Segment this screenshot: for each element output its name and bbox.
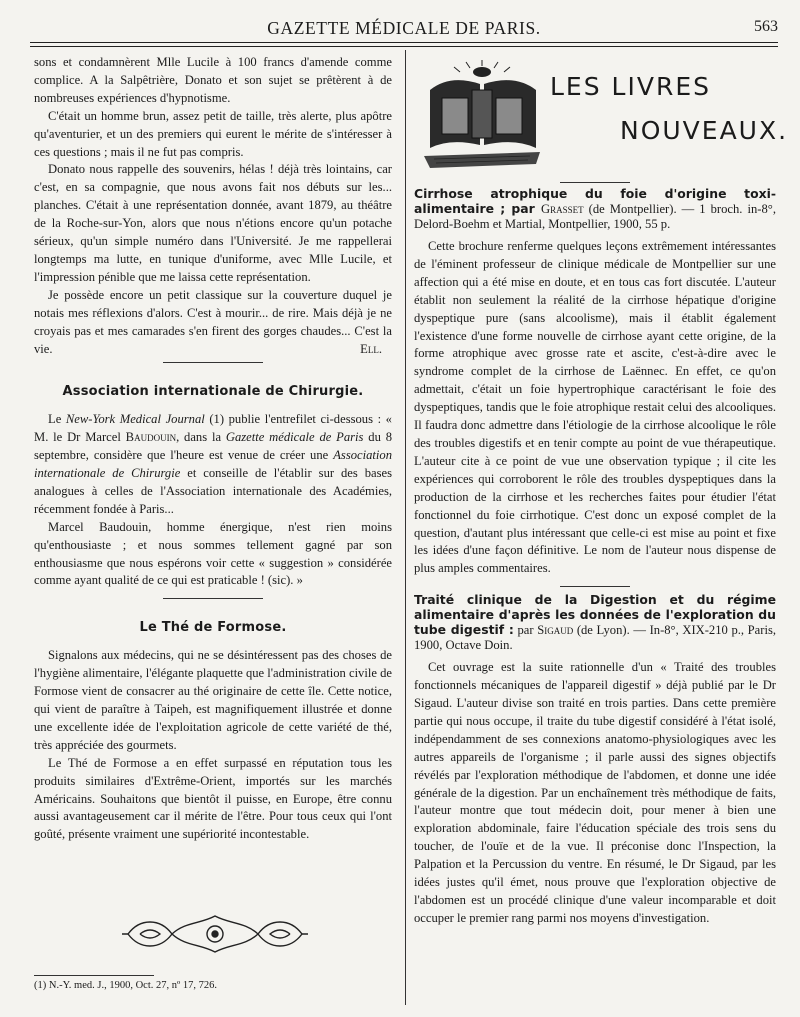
book-author: Grasset bbox=[541, 202, 584, 216]
review-body: Cet ouvrage est la suite rationnelle d'un « Traité des troubles fonctionnels mécaniques de l'appareil digestif » déjà publié par le Dr Sigaud. L'auteur divise son traité en trois parties. Dans cette première partie qui nous occupe, il traite du tube digestif considéré à l'état isolé, indépendamment de ses connexions anatomo-physiologiques avec les autres appareils de l'organisme ; il parle aussi des signes objectifs révélés par l'exploration méthodique de l'abdomen, et donne une idée générale de la digestion. Par un enchaînement très méthodique de faits, l'auteur montre que tout médecin doit, pour mener à bien une exploration abdominale, faire l'éducation spéciale des trois sens du toucher, de l'ouïe et de la vue. Il préconise donc l'Inspection, la Palpation et la Percussion du ventre. En résumé, le Dr Sigaud, par les idées justes qu'il émet, nous prouve que l'exploration objective de l'abdomen est un procédé clinique d'une valeur incomparable et doit occuper le premier rang parmi nos moyens d'investigation. bbox=[414, 660, 776, 925]
journal-name: New-York Medical Journal bbox=[65, 412, 205, 427]
person-name: Baudouin bbox=[125, 430, 177, 445]
section-divider bbox=[163, 362, 263, 363]
footnote-rule bbox=[34, 975, 154, 976]
paragraph: Signalons aux médecins, qui ne se désintéressent pas des choses de l'hygiène alimentaire, l'élégante plaquette que l'administration civile de Formose vient de consacrer au thé originaire de cette île. Cette notice, qui vient de paraître à Taipeh, est magnifiquement illustrée et donne une excellente idée de l'exploitation agricole de cette variété de thé, très appréciée des gourmets. bbox=[34, 648, 392, 752]
review-body: Cette brochure renferme quelques leçons extrêmement intéressantes de l'éminent professeur de clinique médicale de Montpellier sur une affection qui a été mise en doute, et en tous cas fort discutée. L'auteur établit non seulement la réalité de la cirrhose hépatique d'origine dyspeptique pure (sans alcoolisme), mais il établit également l'existence d'une forme nouvelle de cirrhose ayant cette origine, de la forme atrophique avec grosse rate et ascite, c'est-à-dire avec le syndrome complet de la cirrhose de Laënnec. En effet, ce qu'on admettait, c'était un foie hypertrophique caractérisant le foie des dyspeptiques, tandis que le foie atrophique restait celui des alcooliques. Il faudra donc admettre dans l'étiologie de la cirrhose alcoolique le rôle des troubles digestifs et en tenir compte au point de vue thérapeutique. L'auteur cite à ce point de vue une observation typique ; il cite les expériences qui corroborent le rôle des troubles dyspeptiques dans la production de la cirrhose et les recherches faites pour étudier l'état fonctionnel du foie cirrhotique. C'est donc un exposé complet de la question, d'autant plus intéressant que celle-ci est mise au point et fixe les idées d'une façon définitive. Le nom de l'auteur nous dispense de plus amples commentaires. bbox=[414, 239, 776, 576]
section-divider bbox=[560, 182, 630, 183]
books-banner bbox=[420, 60, 789, 175]
book-title: Traité clinique de la Digestion et du régime alimentaire d'après les données de l'exploration du tube digestif : bbox=[414, 592, 776, 638]
journal-title: GAZETTE MÉDICALE DE PARIS. bbox=[267, 18, 541, 38]
paragraph: C'était un homme brun, assez petit de taille, très alerte, plus apôtre qu'aventurier, et un des premiers qui eurent le mérite de s'intéresser à ces questions ; mais il ne fut pas compris. bbox=[34, 108, 392, 159]
banner-line-1: LES LIVRES bbox=[550, 72, 711, 101]
section-heading: Association internationale de Chirurgie. bbox=[62, 384, 364, 400]
book-author: Sigaud bbox=[537, 623, 574, 638]
author-signature: Ell. bbox=[360, 341, 382, 356]
book-meta: (de Lyon). — In-8°, XIX-210 p., Paris, 1900, Octave Doin. bbox=[414, 623, 776, 653]
review-heading: Cirrhose atrophique du foie d'origine toxi-alimentaire ; par Grasset (de Montpellier). — 1 broch. in-8°, Delord-Boehm et Martial, Montpellier, 1900, 55 p. bbox=[414, 186, 776, 231]
header-rule-2 bbox=[30, 46, 778, 47]
paragraph: Donato nous rappelle des souvenirs, hélas ! déjà très lointains, car c'est, en sa compagnie, que nous avons fait nos débuts sur les... planches. C'était à une représentation donnée, avant 1879, au théâtre de la Roche-sur-Yon, alors que nous n'étions encore qu'un potache sérieux, qu'un simple numéro dans l'Université. Je me rappellerai longtemps ma lutte, en tunique d'uniforme, avec Mlle Lucile, et l'impression pénible que me laissa cette représentation. bbox=[34, 162, 392, 284]
left-column bbox=[34, 54, 392, 844]
paragraph: Je possède encore un petit classique sur la couverture duquel je notais mes réflexions d'alors. C'est à mourir... de rire. Mais déjà je ne croyais pas et mes camarades s'en firent des gorges chaudes... C'est la vie. Ell. bbox=[34, 287, 392, 359]
paragraph: Marcel Baudouin, homme énergique, n'est rien moins qu'enthousiaste ; et nous sommes tellement gagné par son enthousiasme que nous espérons voir cette « suggestion » considérée comme ayant qualité de ce qui est praticable ! (sic). » bbox=[34, 519, 392, 588]
paragraph: sons et condamnèrent Mlle Lucile à 100 francs d'amende comme complice. A la Salpêtrière, Donato et son sujet se prêtèrent à de nombreuses expériences d'hypnotisme. bbox=[34, 55, 392, 105]
paragraph: Le New-York Medical Journal (1) publie l'entrefilet ci-dessous : « M. le Dr Marcel Baudouin, dans la Gazette médicale de Paris du 8 septembre, considère que l'heure est venue de créer une Association internationale de Chirurgie et conseille de l'établir sur des bases analogues à celles de l'Association internationale des Académies, récemment fondée à Paris... bbox=[34, 412, 392, 516]
review-heading: Traité clinique de la Digestion et du régime alimentaire d'après les données de l'exploration du tube digestif : par Sigaud (de Lyon). — In-8°, XIX-210 p., Paris, 1900, Octave Doin. bbox=[414, 592, 776, 653]
section-divider bbox=[163, 598, 263, 599]
book-meta: (de Montpellier). — 1 broch. in-8°, Delord-Boehm et Martial, Montpellier, 1900, 55 p. bbox=[414, 202, 776, 231]
book-title: Cirrhose atrophique du foie d'origine toxi-alimentaire ; bbox=[414, 186, 776, 216]
running-header bbox=[30, 18, 778, 42]
decorative-ornament bbox=[120, 912, 310, 960]
page-number: 563 bbox=[754, 18, 778, 35]
header-rule bbox=[30, 42, 778, 43]
right-column bbox=[414, 182, 776, 928]
banner-line-2: NOUVEAUX. bbox=[620, 116, 789, 145]
books-illustration-icon bbox=[420, 60, 545, 172]
paragraph: Le Thé de Formose a en effet surpassé en réputation tous les produits similaires d'Extrême-Orient, importés sur les marchés Américains. Souhaitons que bientôt il puisse, en Europe, être connu aussi avantageusement car il mérite de l'être. Pour tous ceux qui l'ont goûté, présente vraiment une supériorité incontestable. bbox=[34, 755, 392, 842]
column-divider bbox=[405, 50, 406, 1005]
footnote: (1) N.-Y. med. J., 1900, Oct. 27, nº 17, 726. bbox=[34, 980, 218, 991]
section-heading: Le Thé de Formose. bbox=[139, 620, 287, 636]
section-divider bbox=[560, 586, 630, 587]
